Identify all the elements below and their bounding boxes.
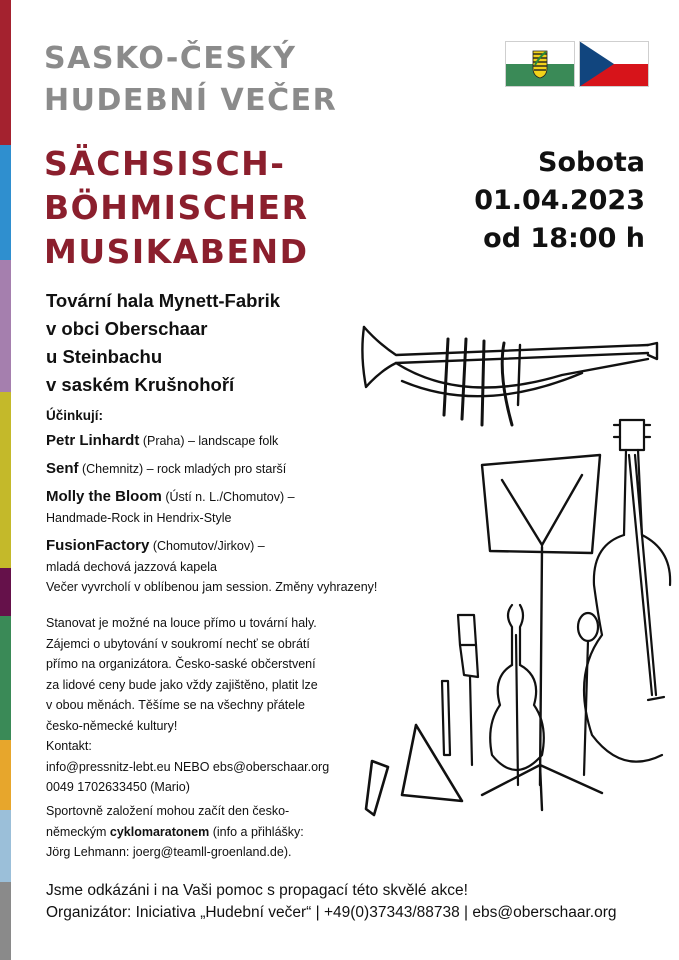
performer-desc-line-2: Handmade-Rock in Hendrix-Style [46, 511, 232, 525]
color-stripe-green [0, 616, 11, 740]
performer-desc: – landscape folk [184, 434, 279, 448]
camping-line: česko-německé kultury! [46, 718, 178, 733]
performer-item [46, 458, 295, 480]
performer-place: (Praha) [139, 434, 185, 448]
performers-list [46, 408, 295, 584]
guitar-drawing [584, 420, 670, 762]
footer [46, 880, 617, 924]
trumpet-drawing [362, 327, 657, 425]
title-german-line-2: BÖHMISCHER [44, 188, 309, 227]
color-stripe-red [0, 0, 11, 145]
color-stripe-grey [0, 882, 11, 960]
performer-name: Molly the Bloom [46, 488, 162, 505]
event-day: Sobota [538, 147, 645, 178]
event-date-block [474, 144, 645, 258]
venue-line-3: u Steinbachu [46, 346, 163, 367]
performer-desc: – [284, 490, 295, 504]
drumsticks-drawing [442, 681, 450, 755]
footer-appeal: Jsme odkázáni i na Vaši pomoc s propagací této skvělé akce! [46, 882, 468, 899]
performer-name: Senf [46, 460, 79, 477]
venue-line-1: Tovární hala Mynett-Fabrik [46, 290, 281, 311]
venue-line-4: v saském Krušnohoří [46, 374, 235, 395]
color-stripe-purple [0, 260, 11, 392]
performer-desc: – rock mladých pro starší [143, 462, 287, 476]
camping-line: za lidové ceny bude jako vždy zajištěno, platit lze [46, 677, 318, 692]
venue-line-2: v obci Oberschaar [46, 318, 208, 339]
jam-session-note: Večer vyvrcholí v oblíbenou jam session. Změny vyhrazeny! [46, 580, 378, 594]
title-german-line-1: SÄCHSISCH- [44, 144, 286, 183]
color-stripe-olive [0, 392, 11, 568]
contact-heading: Kontakt: [46, 739, 92, 753]
event-time: od 18:00 h [483, 223, 645, 254]
performer-item [46, 535, 295, 578]
venue-address [46, 287, 280, 399]
contact-emails[interactable]: info@pressnitz-lebt.eu NEBO ebs@oberschaar.org [46, 759, 330, 774]
performers-heading: Účinkují: [46, 408, 104, 423]
sport-line-2-start: německým [46, 824, 110, 839]
sport-line-2-end: (info a přihlášky: [209, 824, 304, 839]
footer-organizer: Organizátor: Iniciativa „Hudební večer“ | +49(0)37343/88738 | ebs@oberschaar.org [46, 904, 617, 921]
title-czech [44, 38, 384, 122]
cyclomarathon-term: cyklomaratonem [109, 824, 210, 839]
contact-phone: 0049 1702633450 (Mario) [46, 780, 190, 794]
title-czech-line-2: HUDEBNÍ VEČER [44, 83, 338, 118]
performer-place: (Chemnitz) [78, 462, 144, 476]
performer-place: (Chomutov/Jirkov) [149, 539, 255, 553]
color-stripe-blue [0, 145, 11, 260]
title-czech-line-1: SASKO-ČESKÝ [44, 41, 297, 76]
triangle-drawing [366, 725, 462, 815]
camping-line: Zájemci o ubytování v soukromí nechť se obrátí [46, 636, 310, 651]
violin-drawing [490, 605, 544, 785]
contact-info [46, 736, 329, 798]
color-stripe-lightblue [0, 810, 11, 882]
camping-line: v obou měnách. Těšíme se na všechny přátele [46, 698, 305, 712]
performer-desc-line-2: mladá dechová jazzová kapela [46, 560, 217, 574]
performer-desc: – [254, 539, 265, 553]
performer-item [46, 486, 295, 529]
performer-item [46, 430, 295, 452]
sport-line-2 [46, 822, 304, 843]
performer-name: FusionFactory [46, 537, 150, 554]
camping-line: přímo na organizátora. Česko-saské občerstvení [46, 657, 316, 671]
cyclomarathon-info [46, 801, 304, 863]
color-stripe-plum [0, 568, 11, 616]
flute-drawing [458, 615, 478, 765]
event-date: 01.04.2023 [474, 185, 645, 216]
sport-line-1: Sportovně založení mohou začít den česko- [46, 804, 290, 818]
saxony-flag-icon [505, 41, 575, 87]
color-stripe-orange [0, 740, 11, 810]
title-german-line-3: MUSIKABEND [44, 232, 309, 271]
instruments-illustration [352, 315, 672, 835]
czech-flag-icon [579, 41, 649, 87]
microphone-drawing [578, 613, 598, 775]
title-german [44, 142, 364, 274]
camping-info [46, 613, 318, 736]
sport-line-3[interactable]: Jörg Lehmann: joerg@teamll-groenland.de). [46, 845, 292, 859]
camping-line: Stanovat je možné na louce přímo u tovární haly. [46, 616, 317, 630]
performer-place: (Ústí n. L./Chomutov) [161, 490, 285, 504]
performer-name: Petr Linhardt [46, 432, 140, 449]
